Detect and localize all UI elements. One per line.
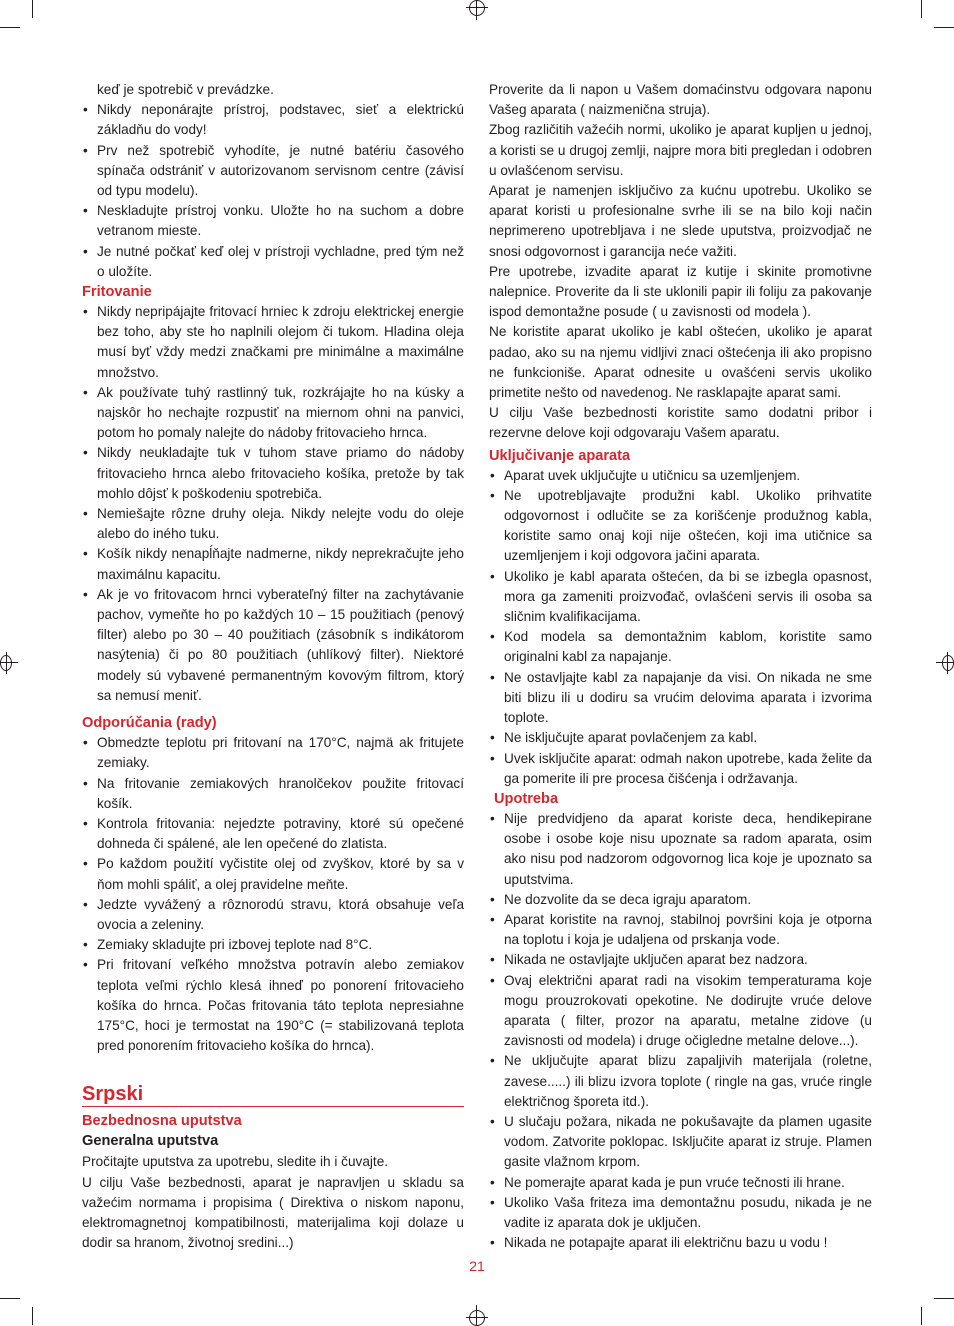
paragraph: U cilju Vaše bezbednosti, aparat je napravljen u skladu sa važećim normama i propisima ( Direktiva o niskom naponu, elektromagnetnoj kompatibilnosti, materijalima koji dolaze u dodir sa hranom, životnoj sredini...) — [82, 1174, 464, 1251]
registration-mark-icon — [466, 1317, 488, 1318]
list-item: • Pri fritovaní veľkého množstva potravín alebo zemiakov teplota veľmi rýchlo klesá ihneď po ponorení fritovacieho košíka do hrnca. Počas fritovania táto teplota nepresiahne 175°C, hoci je termostat na 190°C (= stabilizovaná teplota pred ponorením fritovacieho košíka do hrnca). — [82, 955, 464, 1056]
list-item: • Je nutné počkať keď olej v prístroji vychladne, pred tým než o uložíte. — [82, 242, 464, 282]
list-item: • Ukoliko Vaša friteza ima demontažnu posudu, nikada je ne vadite iz aparata dok je uključen. — [489, 1193, 872, 1233]
section-heading-upotreba: Upotreba — [494, 790, 559, 807]
list-item: • Jedzte vyvážený a rôznorodú stravu, ktorá obsahuje veľa ovocia a zeleniny. — [82, 895, 464, 935]
crop-mark — [0, 27, 20, 28]
registration-mark-icon — [942, 655, 954, 671]
list-item: • Ne dozvolite da se deca igraju aparatom. — [489, 890, 872, 910]
list-item: • Ak používate tuhý rastlinný tuk, rozkrájajte ho na kúsky a najskôr ho nechajte rozpustiť na miernom ohni na panvici, potom ho pomaly nalejte do nádoby fritovacieho hrnca. — [82, 383, 464, 444]
registration-mark-icon — [469, 0, 485, 16]
list-item: • Nije predvidjeno da aparat koriste deca, hendikepirane osobe i osobe koje nisu upoznate sa radom aparata, osim ako nisu pod nadzorom odgovornog lica koje je upoznato sa uputstvima. — [489, 809, 872, 890]
registration-mark-icon — [936, 662, 954, 663]
list-item: • Nikdy nepripájajte fritovací hrniec k zdroju elektrickej energie bez toho, aby ste ho naplnili olejom či tukom. Hladina oleja musí byť vždy medzi značkami pre minimálne a maximálne množstvo. — [82, 302, 464, 383]
section-heading-ukljucivanje: Uključivanje aparata — [489, 447, 631, 464]
list-item: • Na fritovanie zemiakových hranolčekov použite fritovací košík. — [82, 774, 464, 814]
list-item: • Ne isključujte aparat povlačenjem za kabl. — [489, 728, 872, 748]
crop-mark — [32, 0, 33, 18]
list-item: • Po každom použití vyčistite olej od zvyškov, ktoré by sa v ňom mohli spáliť, a olej pravidelne meňte. — [82, 854, 464, 894]
fritovanie-list — [82, 302, 464, 706]
list-item: • Kod modela sa demontažnim kablom, koristite samo originalni kabl za napajanje. — [489, 627, 872, 667]
registration-mark-icon — [0, 662, 18, 663]
list-item: • Nikdy neponárajte prístroj, podstavec, sieť a elektrickú základňu do vody! — [82, 100, 464, 140]
list-item: • Ukoliko je kabl aparata oštećen, da bi se izbegla opasnost, mora ga zameniti proizvođač, ovlašćeni servis ili osoba sa sličnim kvalifikacijama. — [489, 567, 872, 628]
registration-mark-icon — [947, 652, 948, 674]
page-number: 21 — [469, 1258, 485, 1274]
list-item: • Ne pomerajte aparat kada je pun vruće tečnosti ili hrane. — [489, 1173, 872, 1193]
list-item: • Neskladujte prístroj vonku. Uložte ho na suchom a dobre vetranom mieste. — [82, 201, 464, 241]
list-item: • Prv než spotrebič vyhodíte, je nutné batériu časového spínača odstrániť v autorizovanom servisnom centre (závisí od typu modelu). — [82, 141, 464, 202]
list-item: • Zemiaky skladujte pri izbovej teplote nad 8°C. — [82, 935, 464, 955]
registration-mark-icon — [6, 652, 7, 674]
left-column — [82, 80, 464, 1253]
paragraph: Aparat je namenjen isključivo za kućnu upotrebu. Ukoliko se aparat koristi u profesionalne svrhe ili se na bilo koji način neprimereno upotrebljava i ne slede uputstva, proizvodjač ne snosi odgovornost i garancija neće važiti. — [489, 183, 872, 259]
list-item: • Ne upotrebljavajte produžni kabl. Ukoliko prihvatite odgovornost i odlučite se za korišćenje produžnog kabla, koristite samo onaj koji nije oštećen, koji ima utičnice sa uzemljenjem i koji odgovora jačini aparata. — [489, 486, 872, 567]
list-item: • Ak je vo fritovacom hrnci vyberateľný filter na zachytávanie pachov, vymeňte ho po každých 10 – 15 použitiach (penový filter) alebo po 30 – 40 použitiach (zásobník s indikátorom nasýtenia) či po 80 použitiach (uhlíkový filter). Niektoré modely sú vybavené permanentným kovovým filtrom, ktorý sa nemusí meniť. — [82, 585, 464, 706]
paragraph: Pre upotrebe, izvadite aparat iz kutije i skinite promotivne nalepnice. Proverite da li ste uklonili papir ili foliju za pakovanje ispod demontažne posude ( u zavisnosti od modela ). — [489, 263, 872, 320]
list-item: • Ovaj električni aparat radi na visokim temperaturama koje mogu prouzrokovati opekotine. Ne dodirujte vruće delove aparata ( filter, prozor na aparatu, metalne zidove (u zavisnosti od modela) i druge očigledne metalne delove...). — [489, 971, 872, 1052]
paragraph: Pročitajte uputstva za upotrebu, sledite ih i čuvajte. — [82, 1154, 389, 1170]
list-item: • Košík nikdy nenapĺňajte nadmerne, nikdy neprekračujte jeho maximálnu kapacitu. — [82, 544, 464, 584]
registration-mark-icon — [466, 7, 488, 8]
crop-mark — [921, 0, 922, 18]
list-item: • Aparat koristite na ravnoj, stabilnoj površini koja je otporna na toplotu i koja je udaljena od prskanja vode. — [489, 910, 872, 950]
section-heading-rady: Odporúčania (rady) — [82, 715, 217, 732]
list-item: • Aparat uvek uključujte u utičnicu sa uzemljenjem. — [489, 466, 872, 486]
paragraph: U cilju Vaše bezbednosti koristite samo dodatni pribor i rezervne delove koji odgovaraju Vašem aparatu. — [489, 405, 872, 441]
section-heading-bezbednosna: Bezbednosna uputstva — [82, 1113, 242, 1130]
crop-mark — [934, 27, 954, 28]
list-item: • Obmedzte teplotu pri fritovaní na 170°C, najmä ak fritujete zemiaky. — [82, 733, 464, 773]
list-item: • Kontrola fritovania: nejedzte potraviny, ktoré sú opečené dohneda či spálené, ale len opečené do zlatista. — [82, 814, 464, 854]
subsection-heading-generalna: Generalna uputstva — [82, 1133, 219, 1150]
crop-mark — [32, 1307, 33, 1325]
list-item: • Nikada ne ostavljajte uključen aparat bez nadzora. — [489, 950, 872, 970]
intro-list — [82, 100, 464, 282]
upotreba-list — [489, 809, 872, 1253]
list-item: • Nemiešajte rôzne druhy oleja. Nikdy nelejte vodu do oleje alebo do iného tuku. — [82, 504, 464, 544]
ukljucivanje-list — [489, 466, 872, 789]
list-item: • Ne ostavljajte kabl za napajanje da visi. On nikada ne sme biti blizu ili u dodiru sa vrućim delovima aparata i izvorima toplote. — [489, 668, 872, 729]
right-column — [489, 80, 872, 1253]
crop-mark — [921, 1307, 922, 1325]
intro-continuation: keď je spotrebič v prevádzke. — [97, 82, 274, 97]
paragraph: Zbog različitih važećih normi, ukoliko je aparat kupljen u jednoj, a koristi se u drugoj zemlji, najpre mora biti pregledan i odobren u ovlašćenom servisu. — [489, 122, 872, 178]
list-item: • U slučaju požara, nikada ne pokušavajte da plamen ugasite vodom. Zatvorite poklopac. Isključite aparat iz struje. Plamen gasite vlažnom krpom. — [489, 1112, 872, 1173]
paragraph: Proverite da li napon u Vašem domaćinstvu odgovara naponu Vašeg aparata ( naizmenična struja). — [489, 82, 872, 118]
registration-mark-icon — [469, 1310, 485, 1326]
section-heading-fritovanie: Fritovanie — [82, 284, 152, 301]
paragraph: Ne koristite aparat ukoliko je kabl oštećen, ukoliko je aparat padao, ako su na njemu vidljivi znaci oštećenja ili ako propisno ne funkcioniše. Aparat odnesite u ovašćeni servis ukoliko primetite nešto od navedenog. Ne rasklapajte aparat sami. — [489, 324, 872, 401]
crop-mark — [0, 1298, 20, 1299]
registration-mark-icon — [476, 0, 477, 20]
registration-mark-icon — [476, 1305, 477, 1325]
list-item: • Nikada ne potapajte aparat ili električnu bazu u vodu ! — [489, 1233, 872, 1253]
list-item: • Uvek isključite aparat: odmah nakon upotrebe, kada želite da ga pomerite ili pre procesa čišćenja i održavanja. — [489, 749, 872, 789]
list-item: • Ne uključujte aparat blizu zapaljivih materijala (roletne, zavese.....) ili blizu izvora toplote ( ringle na gas, vruće ringle električnog šporeta itd.). — [489, 1051, 872, 1112]
rady-list — [82, 733, 464, 1056]
language-heading: Srpski — [82, 1082, 464, 1107]
list-item: • Nikdy neukladajte tuk v tuhom stave priamo do nádoby fritovacieho hrnca alebo fritovacieho košíka, pretože by tak mohlo dôjsť k poškodeniu spotrebiča. — [82, 443, 464, 504]
crop-mark — [934, 1298, 954, 1299]
